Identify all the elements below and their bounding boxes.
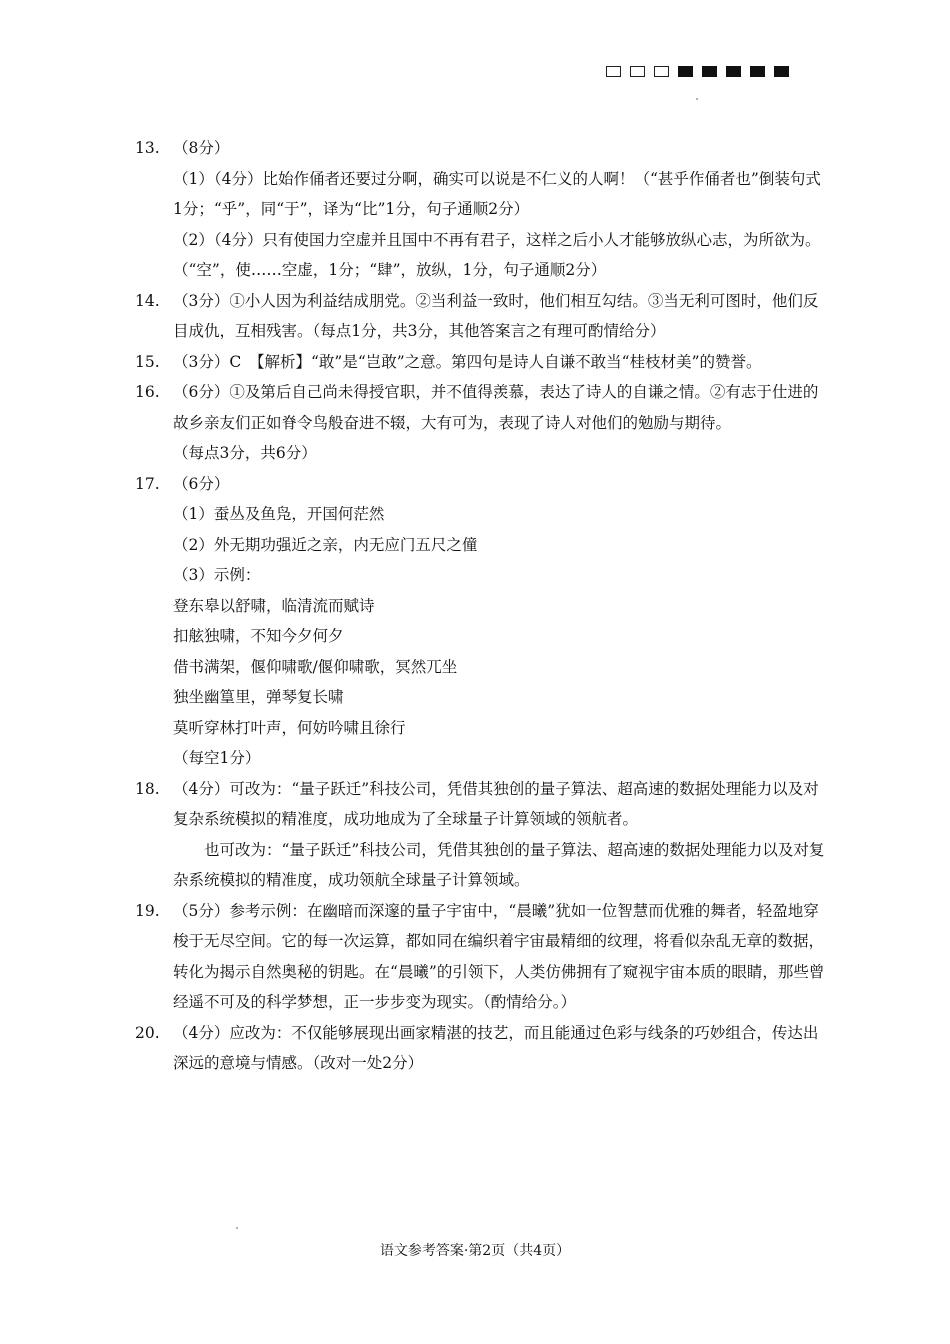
answer-content: [135, 133, 825, 1079]
question-number: 20.: [135, 1023, 160, 1042]
question-score: （8分）: [173, 139, 230, 157]
q13-part2: （2）（4分）只有使国力空虚并且国中不再有君子，这样之后小人才能够放纵心志，为所欲为。（“空”，使……空虚，1分；“肆”，放纵，1分，句子通顺2分）: [173, 230, 821, 279]
q17-example: 借书满架，偃仰啸歌/偃仰啸歌，冥然兀坐: [173, 657, 458, 676]
q18-alternative: 也可改为：“量子跃迁”科技公司，凭借其独创的量子算法、超高速的数据处理能力以及对复杂系统模拟的精准度，成功领航全球量子计算领域。: [173, 840, 825, 889]
filled-square-mark: [750, 66, 765, 77]
scan-dot: [696, 98, 698, 100]
q17-example: 莫听穿林打叶声，何妨吟啸且徐行: [173, 718, 406, 737]
question-number: 19.: [135, 901, 160, 920]
q17-line1: （1）蚕丛及鱼凫，开国何茫然: [173, 505, 385, 523]
q13-part1: （1）（4分）比始作俑者还要过分啊，确实可以说是不仁义的人啊！（“甚乎作俑者也”倒装句式1分；“乎”，同“于”，译为“比”1分，句子通顺2分）: [173, 169, 821, 218]
question-18: [135, 774, 825, 835]
question-number: 18.: [135, 779, 160, 798]
filled-square-mark: [774, 66, 789, 77]
q17-example: 登东皋以舒啸，临清流而赋诗: [173, 596, 375, 615]
scan-dot: [236, 1227, 238, 1229]
question-16: [135, 377, 825, 438]
question-14: [135, 286, 825, 347]
question-number: 13.: [135, 139, 160, 157]
open-square-mark: [606, 66, 621, 77]
question-number: 16.: [135, 383, 160, 401]
question-19: [135, 896, 825, 1018]
filled-square-mark: [678, 66, 693, 77]
q14-answer: （3分）①小人因为利益结成朋党。②当利益一致时，他们相互勾结。③当无利可图时，他们反目成仇，互相残害。（每点1分，共3分，其他答案言之有理可酌情给分）: [173, 291, 819, 340]
q17-line3: （3）示例：: [173, 566, 261, 584]
q19-answer: （5分）参考示例：在幽暗而深邃的量子宇宙中，“晨曦”犹如一位智慧而优雅的舞者，轻盈地穿梭于无尽空间。它的每一次运算，都如同在编织着宇宙最精细的纹理，将看似杂乱无章的数据，转化为揭示自然奥秘的钥匙。在“晨曦”的引领下，人类仿佛拥有了窥视宇宙本质的眼睛，那些曾经遥不可及的科学梦想，正一步步变为现实。（酌情给分。）: [173, 901, 825, 1011]
question-13: [135, 133, 825, 164]
q17-example: 扣舷独啸，不知今夕何夕: [173, 627, 344, 645]
question-17: [135, 469, 825, 500]
header-marks: [606, 66, 789, 77]
q18-answer: （4分）可改为：“量子跃迁”科技公司，凭借其独创的量子算法、超高速的数据处理能力以及对复杂系统模拟的精准度，成功地成为了全球量子计算领域的领航者。: [173, 779, 819, 828]
question-20: [135, 1018, 825, 1079]
q17-scoring-note: （每空1分）: [173, 749, 261, 767]
q17-line2: （2）外无期功强近之亲，内无应门五尺之僮: [173, 535, 478, 554]
open-square-mark: [654, 66, 669, 77]
open-square-mark: [630, 66, 645, 77]
page-footer: 语文参考答案·第2页（共4页）: [379, 1243, 571, 1259]
question-score: （6分）: [173, 474, 230, 493]
question-number: 14.: [135, 291, 160, 310]
filled-square-mark: [702, 66, 717, 77]
question-number: 17.: [135, 474, 160, 493]
q17-example: 独坐幽篁里，弹琴复长啸: [173, 688, 344, 706]
question-number: 15.: [135, 352, 160, 371]
filled-square-mark: [726, 66, 741, 77]
q15-answer: （3分）C 【解析】“敢”是“岂敢”之意。第四句是诗人自谦不敢当“桂枝材美”的赞誉。: [173, 352, 762, 371]
q16-scoring-note: （每点3分，共6分）: [173, 444, 317, 462]
q16-answer: （6分）①及第后自己尚未得授官职，并不值得羡慕，表达了诗人的自谦之情。②有志于仕进的故乡亲友们正如脊令鸟般奋进不辍，大有可为，表现了诗人对他们的勉励与期待。: [173, 383, 819, 432]
q20-answer: （4分）应改为：不仅能够展现出画家精湛的技艺，而且能通过色彩与线条的巧妙组合，传达出深远的意境与情感。（改对一处2分）: [173, 1023, 819, 1072]
question-15: [135, 347, 825, 378]
